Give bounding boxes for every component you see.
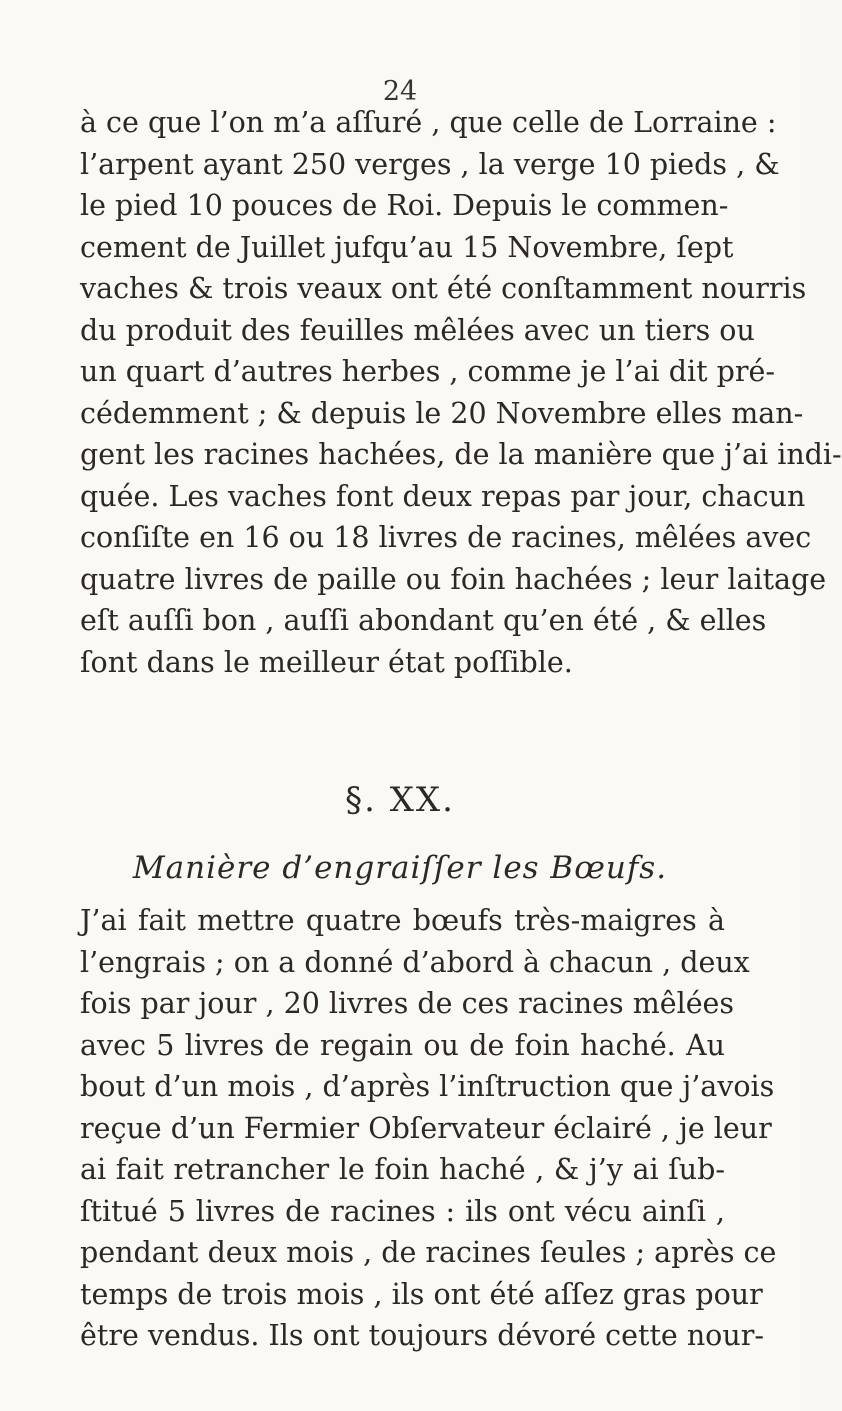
text-line: à ce que l’on m’a aſſuré , que celle de Lorraine : [80, 106, 777, 139]
text-line: ſont dans le meilleur état poſſible. [80, 645, 573, 679]
text-line: être vendus. Ils ont toujours dévoré cette nour- [80, 1319, 764, 1352]
text-line: temps de trois mois , ils ont été aſſez gras pour [80, 1277, 763, 1311]
text-line: bout d’un mois , d’après l’inſtruction que j’avois [80, 1070, 775, 1103]
text-line: cédemment ; & depuis le 20 Novembre elles man- [80, 396, 804, 430]
text-line: conſiſte en 16 ou 18 livres de racines, mêlées avec [80, 521, 812, 554]
page-number: 24 [382, 76, 418, 107]
paragraph-2 [80, 900, 777, 1357]
text-line: du produit des feuilles mêlées avec un tiers ou [80, 313, 755, 347]
text-line: un quart d’autres herbes , comme je l’ai dit pré- [80, 355, 775, 388]
text-line: ai fait retrancher le foin haché , & j’y ai ſub- [80, 1153, 725, 1186]
text-line: quée. Les vaches font deux repas par jour, chacun [80, 479, 806, 513]
text-line: eſt auſſi bon , auſſi abondant qu’en été , & elles [80, 604, 767, 637]
text-line: fois par jour , 20 livres de ces racines mêlées [80, 987, 735, 1020]
text-line: quatre livres de paille ou foin hachées ; leur laitage [80, 562, 827, 596]
section-title: Manière d’engraiſſer les Bœufs. [132, 850, 668, 886]
text-line: ſtitué 5 livres de racines : ils ont vécu ainſi , [80, 1194, 725, 1228]
text-line: l’engrais ; on a donné d’abord à chacun , deux [80, 945, 750, 979]
paragraph-1 [80, 102, 842, 683]
text-line: reçue d’un Fermier Obſervateur éclairé , je leur [80, 1111, 772, 1145]
text-line: avec 5 livres de regain ou de foin haché. Au [80, 1028, 725, 1062]
section-number: §. XX. [345, 780, 455, 820]
text-line: cement de Juillet jufqu’au 15 Novembre, ſept [80, 230, 734, 264]
text-line: J’ai fait mettre quatre bœufs très-maigres à [80, 904, 725, 937]
text-line: l’arpent ayant 250 verges , la verge 10 pieds , & [80, 147, 780, 181]
text-line: pendant deux mois , de racines ſeules ; après ce [80, 1236, 777, 1269]
text-line: vaches & trois veaux ont été conſtamment nourris [80, 272, 807, 305]
text-line: gent les racines hachées, de la manière que j’ai indi- [80, 438, 842, 471]
text-line: le pied 10 pouces de Roi. Depuis le commen- [80, 189, 729, 222]
